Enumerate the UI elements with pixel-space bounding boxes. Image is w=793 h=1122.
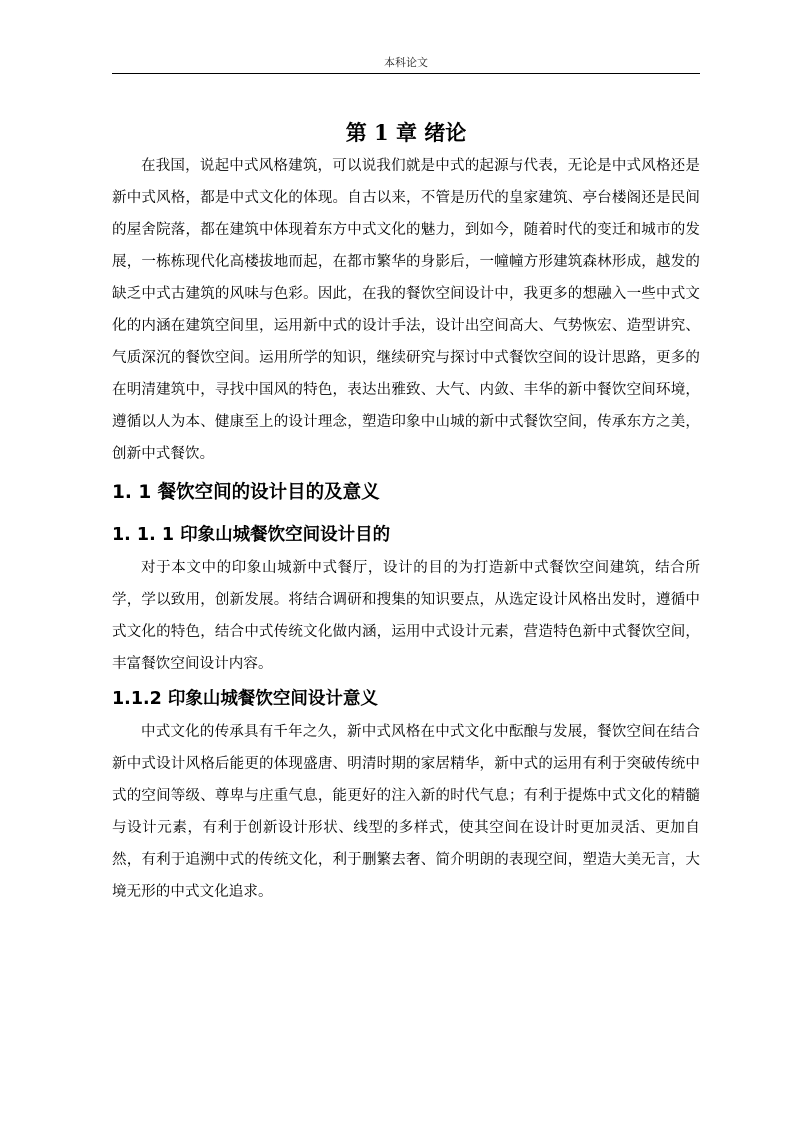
section-1-1-1-heading: 1. 1. 1 印象山城餐饮空间设计目的 <box>112 525 391 545</box>
page-content <box>112 116 700 908</box>
running-head: 本科论文 <box>384 56 428 69</box>
header-rule <box>112 73 700 74</box>
intro-paragraph: 在我国，说起中式风格建筑，可以说我们就是中式的起源与代表，无论是中式风格还是新中式风格，都是中式文化的体现。自古以来，不管是历代的皇家建筑、亭台楼阁还是民间的屋舍院落，都在建筑中体现着东方中式文化的魅力，到如今，随着时代的变迁和城市的发展，一栋栋现代化高楼拔地而起，在都市繁华的身影后，一幢幢方形建筑森林形成，越发的缺乏中式古建筑的风味与色彩。因此，在我的餐饮空间设计中，我更多的想融入一些中式文化的内涵在建筑空间里，运用新中式的设计手法，设计出空间高大、气势恢宏、造型讲究、气质深沉的餐饮空间。运用所学的知识，继续研究与探讨中式餐饮空间的设计思路，更多的在明清建筑中，寻找中国风的特色，表达出雅致、大气、内敛、丰华的新中餐饮空间环境，遵循以人为本、健康至上的设计理念，塑造印象中山城的新中式餐饮空间，传承东方之美，创新中式餐饮。 <box>112 158 700 462</box>
section-1-1-1-paragraph: 对于本文中的印象山城新中式餐厅，设计的目的为打造新中式餐饮空间建筑，结合所学，学以致用，创新发展。将结合调研和搜集的知识要点，从选定设计风格出发时，遵循中式文化的特色，结合中式传统文化做内涵，运用中式设计元素，营造特色新中式餐饮空间，丰富餐饮空间设计内容。 <box>112 560 700 672</box>
section-1-1-2-heading: 1.1.2 印象山城餐饮空间设计意义 <box>112 689 378 709</box>
section-1-1-2-paragraph: 中式文化的传承具有千年之久，新中式风格在中式文化中酝酿与发展，餐饮空间在结合新中式设计风格后能更的体现盛唐、明清时期的家居精华，新中式的运用有利于突破传统中式的空间等级、尊卑与庄重气息，能更好的注入新的时代气息；有利于提炼中式文化的精髓与设计元素，有利于创新设计形状、线型的多样式，使其空间在设计时更加灵活、更加自然，有利于追溯中式的传统文化，利于删繁去奢、简介明朗的表现空间，塑造大美无言，大境无形的中式文化追求。 <box>112 724 700 900</box>
section-1-1-heading: 1. 1 餐饮空间的设计目的及意义 <box>112 482 380 503</box>
chapter-title: 第 1 章 绪论 <box>345 120 467 145</box>
